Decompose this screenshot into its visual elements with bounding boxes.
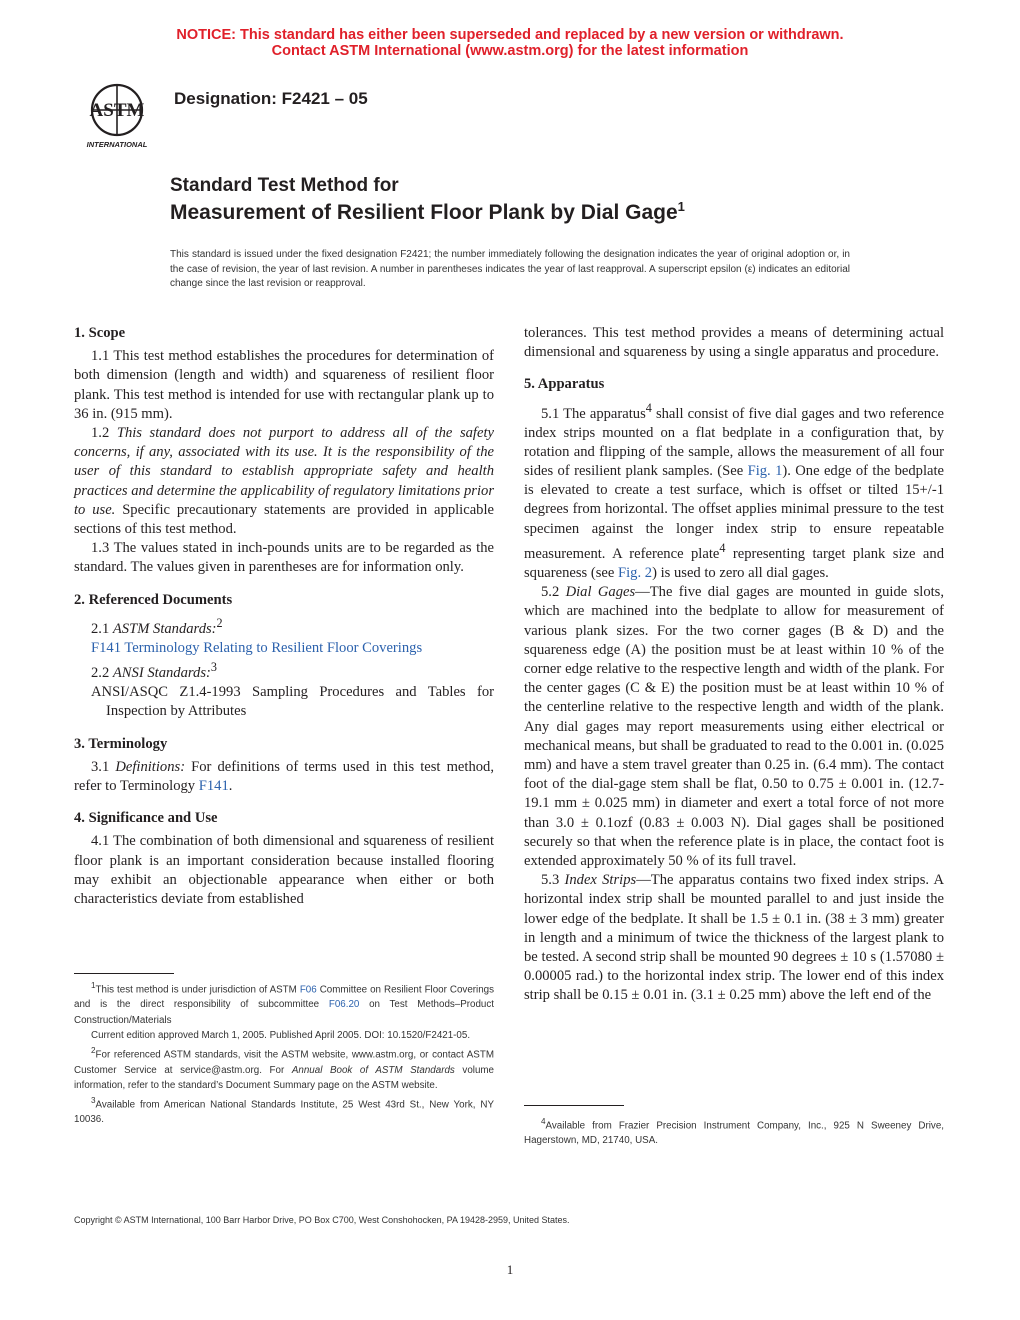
- footnote-1-edition: Current edition approved March 1, 2005. Published April 2005. DOI: 10.1520/F2421-05.: [91, 1029, 471, 1041]
- footnote-rule: [74, 973, 174, 974]
- f06-20-link[interactable]: F06.20: [328, 999, 360, 1011]
- section-1-heading: 1. Scope: [74, 325, 126, 341]
- footnote-3: [74, 1093, 494, 1128]
- para-3-1-number: 3.1: [91, 758, 116, 775]
- para-5-2-italic: Dial Gages: [565, 584, 636, 601]
- para-5-1-sup-2: 4: [719, 540, 726, 555]
- para-2-1: [74, 614, 494, 639]
- para-5-2-number: 5.2: [541, 584, 566, 601]
- title-line-1: Standard Test Method for: [170, 175, 399, 196]
- para-2-1-number: 2.1: [91, 620, 113, 637]
- para-5-1-text-c: ). One edge of the bedplate is elevated to create a test surface, which is offset or tilted 15+/-1 degrees from horizontal. The offset applies minimal pressure to the test specimen against the longer index strip to ensure repeatable measurement. A reference plate: [524, 463, 945, 562]
- footnote-1: [74, 978, 494, 1028]
- footnote-1-number: 1: [91, 981, 96, 990]
- para-2-2: [74, 658, 494, 683]
- para-3-1-end: .: [228, 777, 233, 794]
- notice-line-2: Contact ASTM International (www.astm.org) for the latest information: [271, 43, 749, 59]
- para-1-2-number: 1.2: [91, 425, 117, 442]
- notice-line-1: NOTICE: This standard has either been superseded and replaced by a new version or withdrawn.: [176, 27, 844, 43]
- para-5-3-text: —The apparatus contains two fixed index strips. A horizontal index strip shall be mounted parallel to and just inside the lower edge of the bedplate. It shall be 1.5 ± 0.1 in. (38 ± 3 mm) greater in length and a minimum of twice the thickness of the largest plank to be tested. A second strip shall be mounted 90 degrees ± 10 s (1.57080 ± 0.00005 rad.) to the horizontal index strip. The lower end of this index strip shall be 0.15 ± 0.01 in. (3.1 ± 0.25 mm) above the left end of the: [524, 872, 945, 1004]
- astm-logo-mark: [90, 85, 145, 135]
- para-3-1: [74, 758, 494, 796]
- footnote-2: [74, 1043, 494, 1093]
- section-2-heading: 2. Referenced Documents: [74, 591, 233, 608]
- left-footnotes: [74, 973, 494, 1128]
- para-2-2-italic: ANSI Standards:: [112, 664, 211, 681]
- page-number: 1: [506, 1262, 514, 1277]
- intro-paragraph: This standard is issued under the fixed designation F2421; the number immediately following the designation indicates the year of original adoption or, in the case of revision, the year of last revision. A number in parentheses indicates the year of last reapproval. A superscript epsilon (ε) indicates an editorial change since the last revision or reapproval.: [170, 249, 850, 290]
- section-4-heading: 4. Significance and Use: [74, 810, 218, 827]
- para-5-1: [524, 399, 944, 584]
- para-1-1: 1.1 This test method establishes the procedures for determination of both dimension (length and width) and squareness of resilient floor plank. This test method is intended for use with rectangular plank up to 36 in. (915 mm).: [74, 348, 494, 422]
- para-4-1: 4.1 The combination of both dimensional and squareness of resilient floor plank is an important consideration because installed flooring may exhibit an objectionable appearance when either or both characteristics deviate from established: [74, 833, 494, 907]
- logo-letters: ASTM: [89, 100, 145, 121]
- para-5-2-text: —The five dial gages are mounted in guide slots, which are machined into the bedplate to allow for measurement of various plank sizes. For the two corner gages (B & D) and the squareness edge (A) the position must be at least within 10 % of the corner edge relative to the respective length and width of the plank. For the center gages (C & E) the position must be at least within 10 % of the centerline relative to the respective length and width of the plank. Any dial gages may report measurements using either electrical or mechanical means, but shall be graduated to read to the 0.001 in. (0.025 mm) and have a stem travel greater than 0.25 in. (6.4 mm). The contact foot of the dial-gage stem shall be flat, 0.50 to 0.75 ± 0.001 in. (12.7-19.1 mm ± 0.025 mm) in diameter and exert a total force of not more than 3.0 ± 0.1ozf (0.83 ± 0.003 N). Dial gages shall be positioned securely so that when the reference plate is in place, the contact foot is extended approximately 50 % of its full travel.: [524, 584, 944, 869]
- para-5-1-text-e: ) is used to zero all dial gages.: [652, 564, 829, 581]
- para-5-1-sup: 4: [645, 400, 652, 415]
- para-5-3-number: 5.3: [541, 872, 565, 889]
- para-2-2-number: 2.2: [91, 664, 113, 681]
- ref-f141-title-link[interactable]: Terminology Relating to Resilient Floor Coverings: [121, 639, 423, 656]
- title-footnote-ref: 1: [677, 199, 685, 214]
- para-2-1-sup: 2: [216, 615, 223, 630]
- footnote-3-number: 3: [91, 1095, 96, 1105]
- para-5-1-text-a: 5.1 The apparatus: [541, 405, 646, 422]
- para-5-1-text-d: representing target plank size and squareness (see: [524, 545, 944, 581]
- footnote-4: [524, 1114, 944, 1149]
- f141-link[interactable]: F141: [198, 777, 229, 794]
- footnote-3-text: Available from American National Standards Institute, 25 West 43rd St., New York, NY 10036.: [74, 1099, 494, 1126]
- para-1-2-rest: Specific precautionary statements are provided in applicable sections of this test method.: [74, 501, 495, 538]
- designation: Designation: F2421 – 05: [174, 89, 368, 108]
- f06-link[interactable]: F06: [299, 984, 317, 996]
- para-1-2-italic: This standard does not purport to address all of the safety concerns, if any, associated with its use. It is the responsibility of the user of this standard to establish appropriate safety and health practices and determine the applicability of regulatory limitations prior to use.: [74, 425, 494, 518]
- ref-f141-link[interactable]: F141: [91, 639, 122, 656]
- para-5-3-italic: Index Strips: [564, 872, 637, 889]
- footnote-1-text-a: This test method is under jurisdiction of ASTM: [95, 984, 300, 996]
- title-line-2: [170, 199, 685, 225]
- para-2-1-italic: ASTM Standards:: [112, 620, 217, 637]
- ref-ansi: ANSI/ASQC Z1.4-1993 Sampling Procedures and Tables for Inspection by Attributes: [91, 684, 494, 720]
- astm-logo: [72, 80, 162, 152]
- right-footnotes: [524, 1105, 944, 1149]
- para-3-1-text: For definitions of terms used in this test method, refer to Terminology: [74, 758, 494, 794]
- para-1-2: [74, 424, 494, 539]
- footnote-rule: [524, 1105, 624, 1106]
- footnote-2-number: 2: [91, 1046, 96, 1056]
- section-3-heading: 3. Terminology: [74, 735, 168, 752]
- ref-f141: [74, 639, 494, 658]
- para-5-1-text-b: shall consist of five dial gages and two reference index strips mounted on a flat bedplate in a configuration that, by rotation and flipping of the sample, allows the measurement of all four sides of resilient plank samples. (See: [524, 405, 944, 480]
- footnote-4-number: 4: [541, 1117, 546, 1126]
- para-5-2: [524, 583, 944, 871]
- section-5-heading: 5. Apparatus: [524, 376, 605, 393]
- footnote-1-text-c: on Test Methods–Product Construction/Materials: [74, 999, 494, 1026]
- logo-subtitle: INTERNATIONAL: [86, 140, 148, 149]
- para-5-3: [524, 871, 944, 1005]
- copyright: Copyright © ASTM International, 100 Barr Harbor Drive, PO Box C700, West Conshohocken, PA 19428-2959, United States.: [74, 1215, 570, 1225]
- footnote-2-text-a: For referenced ASTM standards, visit the ASTM website, www.astm.org, or contact ASTM Customer Service at service@astm.org. For: [74, 1049, 494, 1076]
- footnote-4-text: Available from Frazier Precision Instrument Company, Inc., 925 N Sweeney Drive, Hagerstown, MD, 21740, USA.: [524, 1120, 944, 1147]
- footnote-1-text-b: Committee on Resilient Floor Coverings and is the direct responsibility of subcommittee: [74, 984, 494, 1011]
- title-text: Measurement of Resilient Floor Plank by Dial Gage: [170, 201, 678, 224]
- fig-2-link[interactable]: Fig. 2: [618, 564, 653, 581]
- footnote-2-text-b: volume information, refer to the standard’s Document Summary page on the ASTM website.: [74, 1064, 495, 1091]
- para-1-3: 1.3 The values stated in inch-pounds units are to be regarded as the standard. The values given in parentheses are for information only.: [74, 540, 494, 576]
- right-column: [524, 324, 944, 1006]
- para-2-2-sup: 3: [210, 660, 217, 675]
- para-3-1-italic: Definitions:: [115, 758, 186, 775]
- left-column: [74, 324, 494, 909]
- para-4-1-continued: tolerances. This test method provides a means of determining actual dimensional and squareness by using a single apparatus and procedure.: [524, 325, 944, 361]
- footnote-2-italic: Annual Book of ASTM Standards: [291, 1064, 455, 1076]
- fig-1-link[interactable]: Fig. 1: [747, 463, 783, 480]
